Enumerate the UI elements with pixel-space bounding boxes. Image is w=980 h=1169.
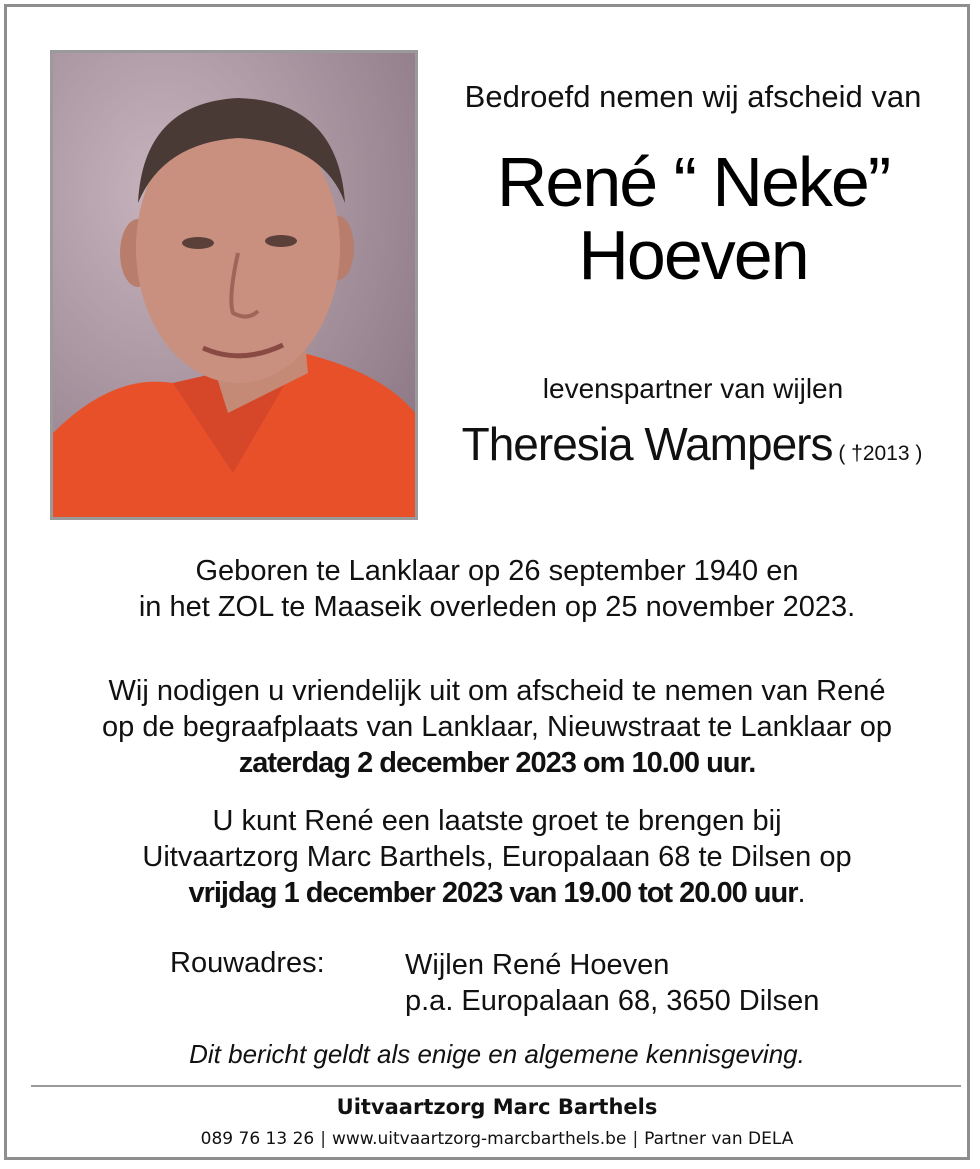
visitation-line-2: Uitvaartzorg Marc Barthels, Europalaan 68 te Dilsen op: [142, 841, 852, 873]
partner-prefix: levenspartner van wijlen: [542, 373, 844, 404]
visitation-datetime: vrijdag 1 december 2023 van 19.00 tot 20.00 uur: [188, 877, 798, 909]
funeral-line-1: Wij nodigen u vriendelijk uit om afscheid te nemen van René: [108, 675, 886, 707]
address-line-2: p.a. Europalaan 68, 3650 Dilsen: [405, 985, 820, 1017]
death-line: in het ZOL te Maaseik overleden op 25 november 2023.: [138, 591, 856, 623]
partner-text: Partner van DELA: [644, 1129, 794, 1149]
visitation-datetime-line: [27, 875, 967, 911]
birth-death-block: [27, 553, 967, 625]
portrait-illustration: [53, 53, 415, 517]
address-label: Rouwadres:: [170, 947, 325, 979]
birth-line: Geboren te Lanklaar op 26 september 1940 en: [195, 555, 799, 587]
portrait-photo: [50, 50, 418, 520]
notice-text: Dit bericht geldt als enige en algemene kennisgeving.: [189, 1039, 805, 1069]
address-line-1: Wijlen René Hoeven: [405, 949, 670, 981]
company-name: Uitvaartzorg Marc Barthels: [336, 1095, 658, 1119]
footer-divider: [31, 1085, 961, 1087]
website-link[interactable]: www.uitvaartzorg-marcbarthels.be: [331, 1129, 627, 1149]
separator: |: [320, 1129, 326, 1149]
deceased-name-last: Hoeven: [578, 216, 808, 294]
contact-line: [27, 1129, 967, 1149]
partner-line: [427, 417, 957, 471]
deceased-name-first: René “ Neke”: [496, 143, 890, 221]
intro-text: Bedroefd nemen wij afscheid van: [464, 79, 922, 114]
partner-death-year: ( †2013 ): [832, 442, 923, 465]
visitation-line-1: U kunt René een laatste groet te brengen bij: [212, 805, 782, 837]
visitation-period: .: [797, 877, 806, 909]
partner-name: Theresia Wampers: [461, 418, 833, 470]
funeral-datetime: zaterdag 2 december 2023 om 10.00 uur.: [238, 747, 756, 779]
visitation-block: [27, 803, 967, 911]
separator: |: [632, 1129, 639, 1149]
funeral-block: [27, 673, 967, 781]
funeral-line-2: op de begraafplaats van Lanklaar, Nieuwstraat te Lanklaar op: [102, 711, 892, 743]
address-lines: [405, 947, 819, 1019]
obituary-card: [4, 4, 970, 1160]
phone-number: 089 76 13 26: [200, 1129, 315, 1149]
